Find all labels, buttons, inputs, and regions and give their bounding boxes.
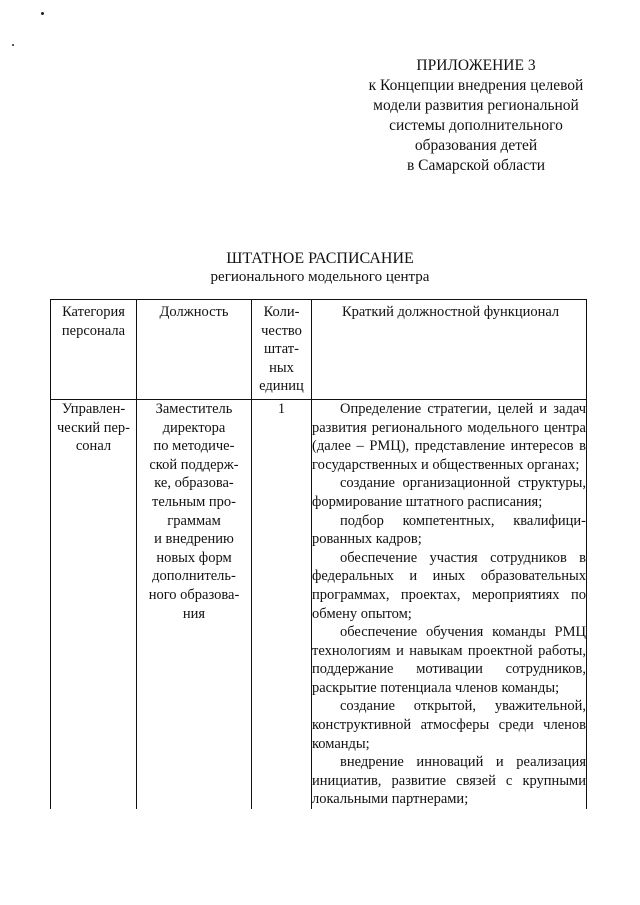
document-subtitle: регионального модельного центра [210,269,430,285]
header-functions: Краткий должностной функционал [312,300,587,400]
appendix-line: образования детей [414,137,538,154]
function-item: обеспечение обучения команды РМЦ технологиям и навыкам проектной работы, поддержание мотивации сотрудников, раскрытие потенциала членов команды; [312,624,586,696]
table-header-row [51,300,587,400]
scan-speck [41,12,44,15]
scan-speck [12,44,14,46]
function-item: создание открытой, уважительной, конструктивной атмосферы среди членов команды; [312,698,586,752]
appendix-header [360,56,592,176]
function-item: подбор компетентных, квалифицированных кадров; [312,512,586,548]
table-row [51,399,587,809]
cell-count: 1 [252,399,312,809]
header-position: Должность [137,300,252,400]
appendix-line: системы дополнительного [389,117,563,134]
function-item: Определение стратегии, целей и задач развития регионального модельного центра (далее – РМЦ), представление интересов в государственных и общественных органах; [312,400,586,473]
function-item: создание организационной структуры, формирование штатного расписания; [312,475,586,510]
function-item: внедрение инноваций и реализация инициатив, развитие связей с крупными локальными партнерами; [312,754,586,808]
appendix-line: ПРИЛОЖЕНИЕ 3 [416,57,536,74]
function-item: обеспечение участия сотрудников в федеральных и иных образовательных программах, проектах, мероприятиях по обмену опытом; [312,549,586,622]
appendix-line: к Концепции внедрения целевой [368,77,584,94]
document-title: ШТАТНОЕ РАСПИСАНИЕ [226,250,414,267]
appendix-line: в Самарской области [406,157,546,174]
cell-category: Управлен- ческий пер- сонал [51,399,137,809]
cell-functions [312,399,587,809]
cell-position: Заместитель директора по методиче- ской поддерж- ке, образова- тельным про- граммам и внедрению новых форм дополнитель- ного образова- ния [137,399,252,809]
header-category: Категория персонала [51,300,137,400]
header-count: Коли- чество штат- ных единиц [252,300,312,400]
appendix-line: модели развития региональной [373,97,579,114]
staff-schedule-table [50,299,587,809]
